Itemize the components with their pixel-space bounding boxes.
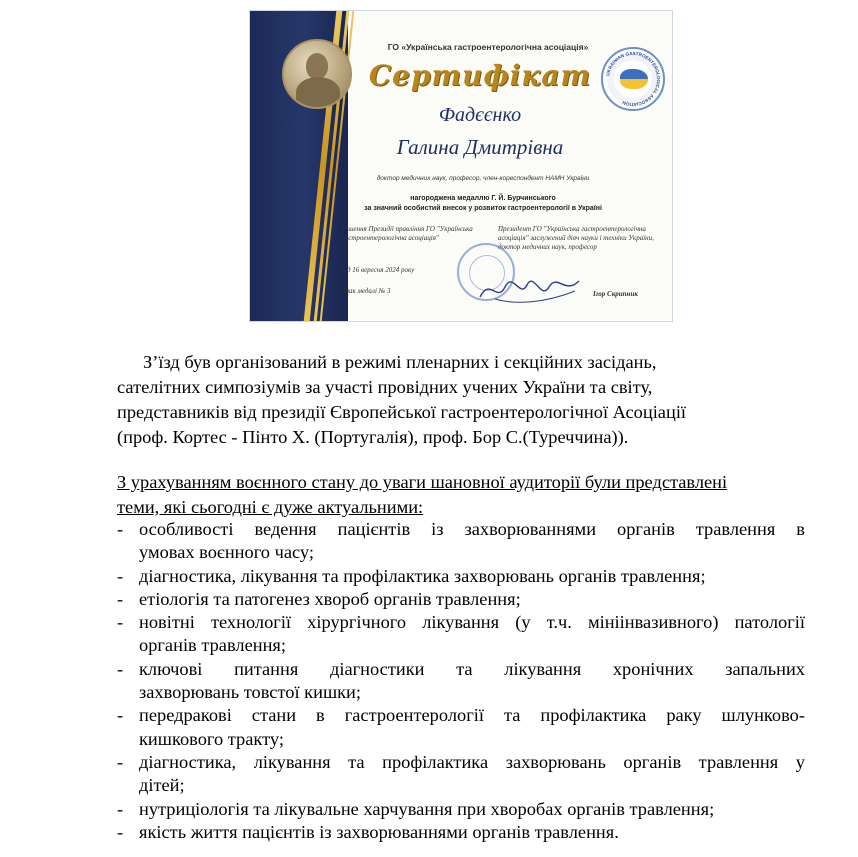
list-item	[117, 798, 805, 821]
list-item	[117, 704, 805, 751]
paragraph-line: З’їзд був організований в режимі пленарних і секційних засідань,	[143, 352, 657, 372]
topic-line: захворювань товстої кишки;	[139, 682, 361, 703]
medal-head	[306, 53, 328, 79]
decision-text: Рішення Президії правління ГО "Українська гастроентерологічна асоціація"	[342, 225, 473, 242]
list-dash: -	[117, 565, 124, 586]
topic-line: особливості ведення пацієнтів із захворюваннями органів травлення в	[139, 519, 805, 539]
list-item	[117, 588, 805, 611]
list-dash: -	[117, 612, 124, 633]
list-item	[117, 821, 805, 844]
award-line-1: нагороджена медаллю Г. Й. Бурчинського	[410, 195, 556, 202]
list-dash: -	[117, 519, 124, 539]
topic-line: новітні технології хірургічного лікування (у т.ч. мініінвазивного) патології	[139, 612, 805, 633]
certificate-org: ГО «Українська гастроентерологічна асоціація»	[387, 42, 589, 52]
signer-name: Ігор Скрипник	[593, 290, 638, 298]
topic-line: передракові стани в гастроентерології та профілактика раку шлунково-	[139, 705, 805, 726]
list-dash: -	[117, 658, 124, 679]
topics-intro	[117, 470, 805, 520]
topic-line: кишкового тракту;	[139, 728, 284, 749]
topic-line: нутриціологія та лікувальне харчування при хворобах органів травлення;	[139, 798, 715, 819]
list-dash: -	[117, 821, 124, 842]
topic-line: якість життя пацієнтів із захворюваннями органів травлення.	[139, 821, 619, 842]
topic-line: дітей;	[139, 775, 185, 796]
list-dash: -	[117, 705, 124, 726]
president-text: Президент ГО "Українська гастроентерологічна асоціація" заслужений діяч науки і техніки України, доктор медичних наук, професор	[498, 225, 654, 251]
intro-line: теми, які сьогодні є дуже актуальними:	[117, 497, 424, 517]
list-item	[117, 565, 805, 588]
association-logo	[601, 47, 665, 111]
list-dash: -	[117, 751, 124, 772]
topic-line: діагностика, лікування та профілактика захворювань органів травлення у	[139, 751, 805, 772]
paragraph-line: сателітних симпозіумів за участі провідних учених України та світу,	[117, 377, 653, 397]
list-dash: -	[117, 588, 124, 609]
paragraph-line: (проф. Кортес - Пінто Х. (Португалія), проф. Бор С.(Туреччина)).	[117, 427, 629, 447]
list-dash: -	[117, 798, 124, 819]
recipient-surname: Фадєєнко	[438, 104, 522, 126]
medal-body	[296, 77, 340, 107]
topic-line: ключові питання діагностики та лікування хронічних запальних	[139, 658, 805, 679]
signature	[475, 269, 585, 309]
certificate-image	[249, 10, 673, 322]
topic-line: умовах воєнного часу;	[139, 542, 314, 563]
topic-line: діагностика, лікування та профілактика захворювань органів травлення;	[139, 565, 706, 586]
recipient-name: Галина Дмитрівна	[396, 135, 564, 159]
list-item	[117, 518, 805, 565]
topic-line: органів травлення;	[139, 635, 286, 656]
intro-line: З урахуванням воєнного стану до уваги шановної аудиторії були представлені	[117, 472, 728, 492]
list-item	[117, 611, 805, 658]
ukraine-map-icon	[620, 69, 648, 89]
certificate-title: Сертифікат	[368, 59, 592, 92]
recipient-degree: доктор медичних наук, професор, член-кореспондент НАМН України	[376, 175, 590, 182]
medal-number: Знак медалі № 3	[342, 287, 391, 295]
list-item	[117, 751, 805, 798]
list-item	[117, 658, 805, 705]
logo-text: UKRAINIAN GASTROENTEROLOGICAL ASSOCIATION	[605, 50, 662, 108]
decision-date: від 16 вересня 2024 року	[342, 266, 415, 274]
award-line-2: за значний особистий внесок у розвиток гастроентерології в Україні	[364, 205, 602, 212]
paragraph-line: представників від президії Європейської гастроентерологічної Асоціації	[117, 402, 687, 422]
medal-portrait	[282, 39, 352, 109]
topic-line: етіологія та патогенез хвороб органів травлення;	[139, 588, 521, 609]
congress-paragraph	[117, 350, 805, 450]
topics-list	[117, 518, 805, 844]
